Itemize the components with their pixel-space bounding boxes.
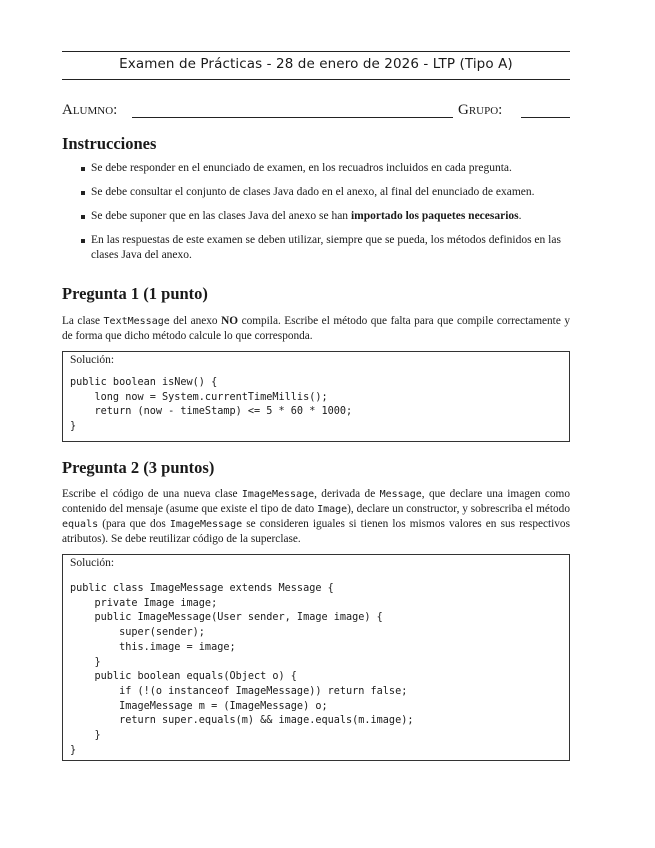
instruction-text: En las respuestas de este examen se deben utilizar, siempre que se pueda, los métodos definidos en las clases Java del anexo. — [91, 234, 561, 261]
student-line — [62, 102, 570, 122]
q2-code-token: ImageMessage — [241, 489, 315, 500]
instruction-text: Se debe responder en el enunciado de examen, en los recuadros incluidos en cada pregunta. — [91, 162, 512, 174]
question-2-statement — [62, 487, 570, 547]
q2-code-token: Message — [379, 489, 422, 500]
grupo-label: Grupo: — [458, 102, 503, 118]
question-1-solution-box — [62, 351, 570, 442]
bullet-icon — [81, 239, 85, 243]
question-2-solution-box — [62, 554, 570, 761]
q2-text: Escribe el código de una nueva clase — [62, 488, 242, 500]
instruction-text-end: . — [518, 210, 522, 222]
q1-bold-no: NO — [221, 315, 239, 327]
exam-title: Examen de Prácticas - 28 de enero de 2026 - LTP (Tipo A) — [119, 56, 513, 72]
alumno-blank — [132, 117, 453, 118]
q2-text: , que declare una imagen como contenido del mensaje (asume que existe el tipo de dato — [62, 488, 570, 515]
q1-text: compila. Escribe el método que falta para que compile correctamente y de forma que dicho método calcule lo que corresponda. — [62, 315, 571, 342]
question-1-statement — [62, 314, 570, 344]
q2-text: (para que dos — [98, 518, 170, 530]
instruction-text: Se debe consultar el conjunto de clases Java dado en el anexo, al final del enunciado de examen. — [91, 186, 535, 198]
instructions-heading: Instrucciones — [62, 134, 157, 153]
instruction-item — [62, 185, 570, 200]
instructions-list — [62, 161, 570, 272]
q1-class-name: TextMessage — [103, 316, 170, 327]
bullet-icon — [81, 191, 85, 195]
question-1-solution-code: public boolean isNew() { long now = System.currentTimeMillis(); return (now - timeStamp) <= 5 * 60 * 1000; } — [70, 377, 353, 433]
q2-code-token: ImageMessage — [169, 519, 243, 530]
q1-text: del anexo — [169, 315, 222, 327]
solution-label: Solución: — [70, 354, 115, 366]
q2-text: ), declare un constructor, y sobrescriba el método — [347, 503, 570, 515]
q2-code-token: Image — [317, 504, 348, 515]
instruction-bold-text: importado los paquetes necesarios — [350, 210, 519, 222]
header-top-rule — [62, 51, 570, 52]
question-2-solution-code: public class ImageMessage extends Message { private Image image; public ImageMessage(User sender, Image image) { super(sender); this.image = image; } public boolean equals(Object o) { if (!(o instanceof ImageMessage)) return false; ImageMessage m = (ImageMessage) o; return super.equals(m) && image.equals(m.image); } } — [70, 583, 414, 756]
q2-text: se consideren iguales si tienen los mismos valores en sus respectivos atributos). Se debe reutilizar código de la superclase. — [62, 518, 570, 545]
solution-label: Solución: — [70, 557, 115, 569]
instruction-text: Se debe suponer que en las clases Java del anexo se han — [91, 210, 351, 222]
instruction-item — [62, 233, 570, 263]
alumno-label: Alumno: — [62, 102, 118, 118]
bullet-icon — [81, 215, 85, 219]
instruction-item — [62, 161, 570, 176]
question-2-heading: Pregunta 2 (3 puntos) — [62, 458, 215, 477]
q1-text: La clase — [62, 315, 104, 327]
instruction-item — [62, 209, 570, 224]
bullet-icon — [81, 167, 85, 171]
header-bottom-rule — [62, 79, 570, 80]
grupo-blank — [521, 117, 570, 118]
question-1-heading: Pregunta 1 (1 punto) — [62, 284, 208, 303]
q2-code-token: equals — [62, 519, 99, 530]
q2-text: , derivada de — [314, 488, 380, 500]
